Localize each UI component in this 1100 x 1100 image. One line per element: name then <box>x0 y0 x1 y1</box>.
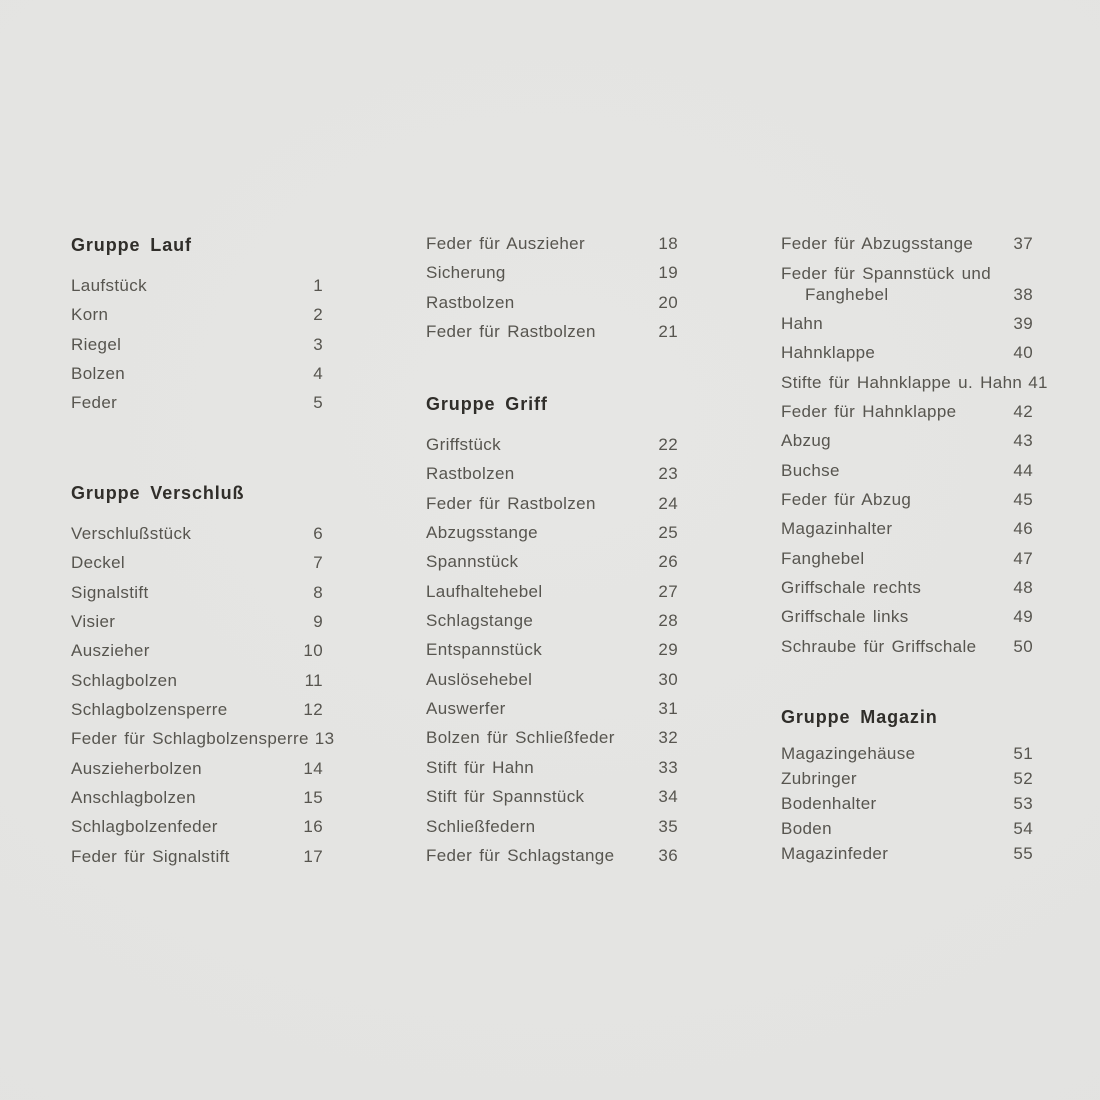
parts-list-row <box>781 339 1033 368</box>
part-number: 30 <box>658 669 678 689</box>
parts-list-row <box>426 724 678 753</box>
part-number: 25 <box>658 523 678 543</box>
parts-list-row <box>426 636 678 665</box>
group-heading: Gruppe Griff <box>426 394 548 414</box>
part-name: Schließfedern <box>426 816 536 836</box>
parts-list-row <box>71 549 323 578</box>
parts-list-row <box>781 544 1033 573</box>
part-name: Auswerfer <box>426 699 506 719</box>
part-name: Hahn <box>781 313 824 333</box>
parts-list-row <box>426 753 678 782</box>
part-name: Magazingehäuse <box>781 743 916 763</box>
part-name: Bolzen für Schließfeder <box>426 728 615 748</box>
part-number: 3 <box>313 334 323 354</box>
part-number: 52 <box>1013 768 1033 788</box>
part-number: 21 <box>658 322 678 342</box>
part-number: 53 <box>1013 793 1033 813</box>
parts-list-row <box>781 841 1033 866</box>
parts-list-row <box>426 548 678 577</box>
parts-column-right <box>781 0 1048 1100</box>
part-number: 44 <box>1013 460 1033 480</box>
part-number: 39 <box>1013 313 1033 333</box>
part-name: Rastbolzen <box>426 464 515 484</box>
part-number: 31 <box>658 699 678 719</box>
parts-list-row <box>426 317 678 346</box>
part-name: Stift für Spannstück <box>426 787 585 807</box>
part-name: Korn <box>71 305 109 325</box>
part-number: 28 <box>658 611 678 631</box>
part-name: Feder für Rastbolzen <box>426 493 596 513</box>
parts-list-row <box>781 427 1033 456</box>
parts-list-row <box>426 430 678 459</box>
part-name: Auszieherbolzen <box>71 758 202 778</box>
parts-list-row <box>71 607 323 636</box>
part-name: Stifte für Hahnklappe u. Hahn <box>781 372 1023 392</box>
part-number: 7 <box>313 553 323 573</box>
part-name: Spannstück <box>426 552 519 572</box>
parts-list-row <box>71 695 323 724</box>
parts-list-row <box>781 259 1033 310</box>
part-number: 19 <box>658 263 678 283</box>
part-name: Griffstück <box>426 434 501 454</box>
part-number: 26 <box>658 552 678 572</box>
parts-list-row <box>781 816 1033 841</box>
group-heading: Gruppe Lauf <box>71 235 192 255</box>
part-number: 42 <box>1013 402 1033 422</box>
parts-list-row <box>426 518 678 547</box>
part-number: 22 <box>658 434 678 454</box>
part-name: Bodenhalter <box>781 793 877 813</box>
part-number: 17 <box>303 846 323 866</box>
part-name: Laufstück <box>71 275 147 295</box>
part-number: 49 <box>1013 607 1033 627</box>
part-number: 29 <box>658 640 678 660</box>
parts-list-row <box>426 812 678 841</box>
parts-list-row <box>71 301 323 330</box>
part-number: 23 <box>658 464 678 484</box>
part-name: Bolzen <box>71 364 126 384</box>
part-number: 14 <box>303 758 323 778</box>
part-number: 33 <box>658 757 678 777</box>
part-name: Feder für Signalstift <box>71 846 230 866</box>
parts-list-row <box>71 578 323 607</box>
parts-list-row <box>426 259 678 288</box>
part-number: 11 <box>304 670 323 690</box>
parts-list-row <box>426 229 678 258</box>
part-number: 38 <box>1013 284 1033 304</box>
part-number: 51 <box>1013 743 1033 763</box>
parts-list-row <box>781 397 1033 426</box>
part-name: Griffschale links <box>781 607 909 627</box>
parts-list-row <box>781 632 1033 661</box>
part-number: 24 <box>658 493 678 513</box>
parts-list-row <box>426 665 678 694</box>
part-number: 46 <box>1013 519 1033 539</box>
parts-list-row <box>781 456 1033 485</box>
parts-list-row <box>426 783 678 812</box>
part-number: 40 <box>1013 343 1033 363</box>
parts-list-row <box>781 603 1033 632</box>
parts-list-row <box>781 573 1033 602</box>
part-name: Rastbolzen <box>426 292 515 312</box>
part-name: Auszieher <box>71 641 150 661</box>
part-name: Anschlagbolzen <box>71 788 196 808</box>
parts-list-row <box>781 485 1033 514</box>
part-number: 9 <box>313 612 323 632</box>
part-name: Abzugsstange <box>426 523 538 543</box>
part-number: 43 <box>1013 431 1033 451</box>
parts-list-row <box>426 288 678 317</box>
parts-list-row <box>426 606 678 635</box>
part-number: 47 <box>1013 548 1033 568</box>
part-name: Schlagbolzen <box>71 670 178 690</box>
parts-list-row <box>781 309 1033 338</box>
parts-list-row <box>781 368 1048 397</box>
parts-list-row <box>71 359 323 388</box>
part-name: Griffschale rechts <box>781 578 922 598</box>
parts-list-row <box>426 577 678 606</box>
part-number: 45 <box>1013 490 1033 510</box>
part-number: 41 <box>1028 372 1048 392</box>
parts-list-row <box>71 271 323 300</box>
part-number: 50 <box>1013 636 1033 656</box>
part-name: Entspannstück <box>426 640 543 660</box>
part-name: Laufhaltehebel <box>426 581 543 601</box>
part-name: Verschlußstück <box>71 523 192 543</box>
parts-column-left <box>71 0 335 1100</box>
parts-list-row <box>426 460 678 489</box>
part-number: 5 <box>313 393 323 413</box>
part-name: Magazinhalter <box>781 519 893 539</box>
part-number: 15 <box>303 788 323 808</box>
parts-list-row <box>71 330 323 359</box>
parts-list-row <box>71 842 323 871</box>
parts-list-row <box>781 229 1033 258</box>
part-name: Auslösehebel <box>426 669 533 689</box>
part-name: Zubringer <box>781 768 857 788</box>
part-name: Feder <box>71 393 118 413</box>
part-name: Feder für Abzugsstange <box>781 233 974 253</box>
part-number: 54 <box>1013 818 1033 838</box>
parts-list-row <box>71 783 323 812</box>
part-name <box>781 264 991 309</box>
parts-list-row <box>781 766 1033 791</box>
part-number: 13 <box>314 729 335 749</box>
parts-list-row <box>426 489 678 518</box>
parts-list-row <box>426 694 678 723</box>
parts-list-row <box>71 637 323 666</box>
part-name-line: Fanghebel <box>805 284 889 304</box>
part-name: Feder für Abzug <box>781 490 912 510</box>
part-number: 34 <box>658 787 678 807</box>
parts-list-row <box>781 791 1033 816</box>
part-name: Buchse <box>781 460 840 480</box>
part-name-line: Feder für Spannstück und <box>781 263 992 283</box>
part-number: 35 <box>658 816 678 836</box>
part-number: 27 <box>658 581 678 601</box>
part-name: Visier <box>71 612 116 632</box>
part-number: 2 <box>313 305 323 325</box>
parts-list-row <box>71 725 335 754</box>
part-number: 32 <box>658 728 678 748</box>
part-name: Feder für Hahnklappe <box>781 402 957 422</box>
part-number: 8 <box>313 582 323 602</box>
parts-list-row <box>71 813 323 842</box>
part-number: 6 <box>313 523 323 543</box>
part-number: 36 <box>658 845 678 865</box>
part-name: Deckel <box>71 553 126 573</box>
part-name: Feder für Schlagstange <box>426 845 615 865</box>
part-name: Schlagbolzenfeder <box>71 817 218 837</box>
part-number: 1 <box>313 275 323 295</box>
parts-column-middle <box>426 0 678 1100</box>
part-number: 16 <box>303 817 323 837</box>
part-number: 55 <box>1013 843 1033 863</box>
part-number: 12 <box>303 700 323 720</box>
part-name: Schlagstange <box>426 611 534 631</box>
part-number: 18 <box>658 233 678 253</box>
parts-list-row <box>426 841 678 870</box>
part-name: Abzug <box>781 431 831 451</box>
parts-list-row <box>71 754 323 783</box>
part-number: 10 <box>303 641 323 661</box>
part-number: 48 <box>1013 578 1033 598</box>
part-name: Riegel <box>71 334 122 354</box>
part-name: Schraube für Griffschale <box>781 636 977 656</box>
parts-list-row <box>71 666 323 695</box>
part-name: Schlagbolzensperre <box>71 700 228 720</box>
part-number: 20 <box>658 292 678 312</box>
group-heading: Gruppe Verschluß <box>71 483 245 503</box>
part-name: Feder für Schlagbolzensperre <box>71 729 309 749</box>
parts-list-row <box>781 515 1033 544</box>
parts-list-row <box>71 389 323 418</box>
part-number: 37 <box>1013 233 1033 253</box>
part-name: Feder für Rastbolzen <box>426 322 596 342</box>
parts-list-row <box>71 519 323 548</box>
part-name: Stift für Hahn <box>426 757 535 777</box>
part-number: 4 <box>313 364 323 384</box>
part-name: Boden <box>781 818 832 838</box>
part-name: Fanghebel <box>781 548 865 568</box>
parts-list-row <box>781 741 1033 766</box>
part-name: Sicherung <box>426 263 506 283</box>
part-name: Signalstift <box>71 582 149 602</box>
group-heading: Gruppe Magazin <box>781 707 938 727</box>
part-name: Hahnklappe <box>781 343 876 363</box>
part-name: Feder für Auszieher <box>426 233 586 253</box>
part-name: Magazinfeder <box>781 843 889 863</box>
